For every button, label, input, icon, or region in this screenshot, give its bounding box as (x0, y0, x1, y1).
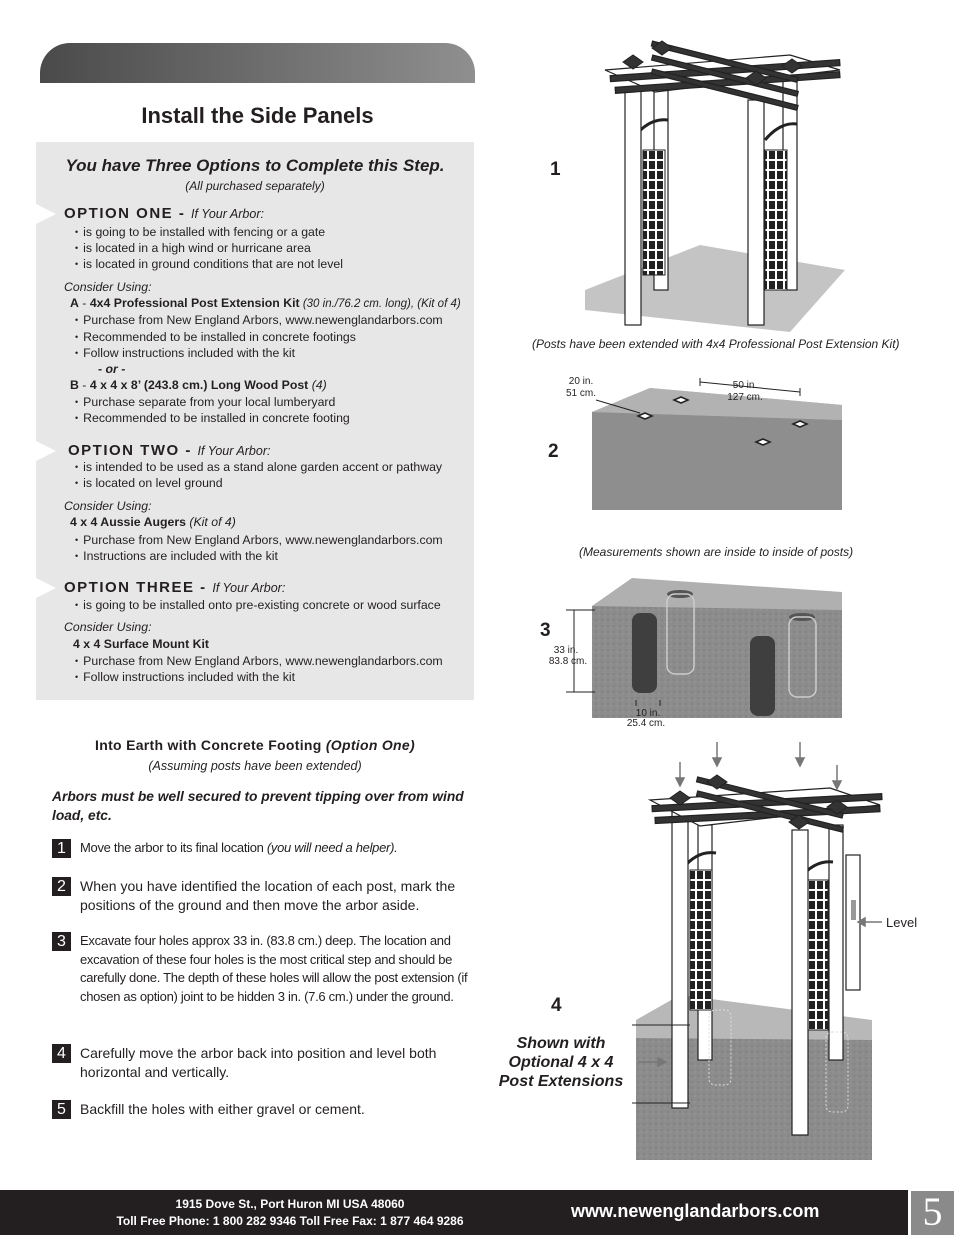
footer-phones: Toll Free Phone: 1 800 282 9346 Toll Free Fax: 1 877 464 9286 (116, 1214, 464, 1228)
product-b-bullet: • Recommended to be installed in concrete footing (75, 411, 350, 425)
step-number: 3 (52, 932, 71, 951)
width-25cm: 25.4 cm. (626, 718, 666, 729)
consider-label: Consider Using: (64, 620, 152, 634)
measurement-20in: 20 in. (568, 376, 594, 387)
footing-heading: Into Earth with Concrete Footing (Option One) (95, 737, 415, 753)
option-one-product-b: B - 4 x 4 x 8’ (243.8 cm.) Long Wood Post (4) (70, 378, 327, 392)
option-one-bullet: • is located in a high wind or hurricane area (75, 241, 311, 255)
consider-label: Consider Using: (64, 499, 152, 513)
option-two-heading: OPTION TWO - If Your Arbor: (68, 442, 271, 459)
step-number: 1 (52, 839, 71, 858)
figure-2-caption: (Measurements shown are inside to inside of posts) (579, 545, 854, 559)
ground-block-figure-2 (592, 378, 842, 510)
or-separator: - or - (98, 362, 126, 376)
option-one-product-a: A - 4x4 Professional Post Extension Kit (30 in./76.2 cm. long), (Kit of 4) (70, 296, 461, 310)
step-number: 4 (52, 1044, 71, 1063)
product-b-bullet: • Purchase separate from your local lumberyard (75, 395, 335, 409)
consider-label: Consider Using: (64, 280, 152, 294)
step-number: 2 (52, 877, 71, 896)
measurement-51cm: 51 cm. (565, 388, 596, 399)
footer-address: 1915 Dove St., Port Huron MI USA 48060 (175, 1197, 405, 1211)
product-a-bullet: • Recommended to be installed in concrete footings (75, 330, 356, 344)
step-number: 5 (52, 1100, 71, 1119)
step-title: STEP FIVE (187, 9, 328, 34)
arbor-figure-1 (585, 41, 845, 332)
step-text: Move the arbor to its final location (you will need a helper). (80, 840, 398, 855)
figure-1-caption: (Posts have been extended with 4x4 Professional Post Extension Kit) (532, 337, 900, 351)
option-three-product-bullet: • Purchase from New England Arbors, www.newenglandarbors.com (75, 654, 443, 668)
option-one-bullet: • is located in ground conditions that are not level (75, 257, 343, 271)
product-a-bullet: • Purchase from New England Arbors, www.newenglandarbors.com (75, 313, 443, 327)
figure-number-2: 2 (548, 441, 559, 462)
option-two-product-bullet: • Instructions are included with the kit (75, 549, 278, 563)
depth-83cm: 83.8 cm. (548, 656, 588, 667)
option-three-bullet: • is going to be installed onto pre-existing concrete or wood surface (75, 598, 441, 612)
depth-33in: 33 in. (553, 645, 579, 656)
step-text: Excavate four holes approx 33 in. (83.8 cm.) deep. The location and excavation of these four holes is the most critical step and should be carefully done. The depth of these holes will allow the post extension (if chosen as option) joint to be hidden 3 in. (7.6 cm.) under the ground. (80, 933, 468, 1005)
measurement-127cm: 127 cm. (727, 392, 763, 403)
level-label: Level (886, 915, 918, 930)
step-text: Carefully move the arbor back into position and level both horizontal and vertically. (80, 1045, 437, 1080)
option-two-product: 4 x 4 Aussie Augers (Kit of 4) (70, 515, 236, 529)
figure-number-4: 4 (551, 995, 562, 1016)
width-10in: 10 in. (635, 708, 661, 719)
option-one-heading: OPTION ONE - If Your Arbor: (64, 205, 264, 222)
option-two-product-bullet: • Purchase from New England Arbors, www.newenglandarbors.com (75, 533, 443, 547)
option-two-bullet: • is located on level ground (75, 476, 223, 490)
footing-subheading: (Assuming posts have been extended) (148, 759, 362, 773)
page-number: 5 (922, 1189, 943, 1234)
holes-figure-3 (566, 578, 842, 718)
option-three-product: 4 x 4 Surface Mount Kit (73, 637, 209, 651)
option-three-heading: OPTION THREE - If Your Arbor: (64, 579, 286, 596)
options-subheading: (All purchased separately) (185, 179, 325, 193)
footer-website-link[interactable]: www.newenglandarbors.com (571, 1201, 820, 1221)
figure-number-1: 1 (550, 159, 561, 180)
option-one-bullet: • is going to be installed with fencing or a gate (75, 225, 325, 239)
figure-number-3: 3 (540, 620, 551, 641)
page-title: Install the Side Panels (141, 103, 374, 128)
measurement-50in: 50 in. (732, 380, 758, 391)
option-two-bullet: • is intended to be used as a stand alone garden accent or pathway (75, 460, 442, 474)
step-text: Backfill the holes with either gravel or cement. (80, 1101, 365, 1117)
warning-text: Arbors must be well secured to prevent tipping over from wind load, etc. (52, 789, 464, 823)
options-heading: You have Three Options to Complete this Step. (65, 156, 445, 175)
extensions-label: Shown with Optional 4 x 4 Post Extensions (498, 1035, 624, 1090)
option-three-product-bullet: • Follow instructions included with the kit (75, 670, 295, 684)
step-text: When you have identified the location of each post, mark the positions of the ground and then move the arbor aside. (80, 878, 456, 913)
product-a-bullet: • Follow instructions included with the kit (75, 346, 295, 360)
arbor-figure-4 (632, 742, 882, 1160)
